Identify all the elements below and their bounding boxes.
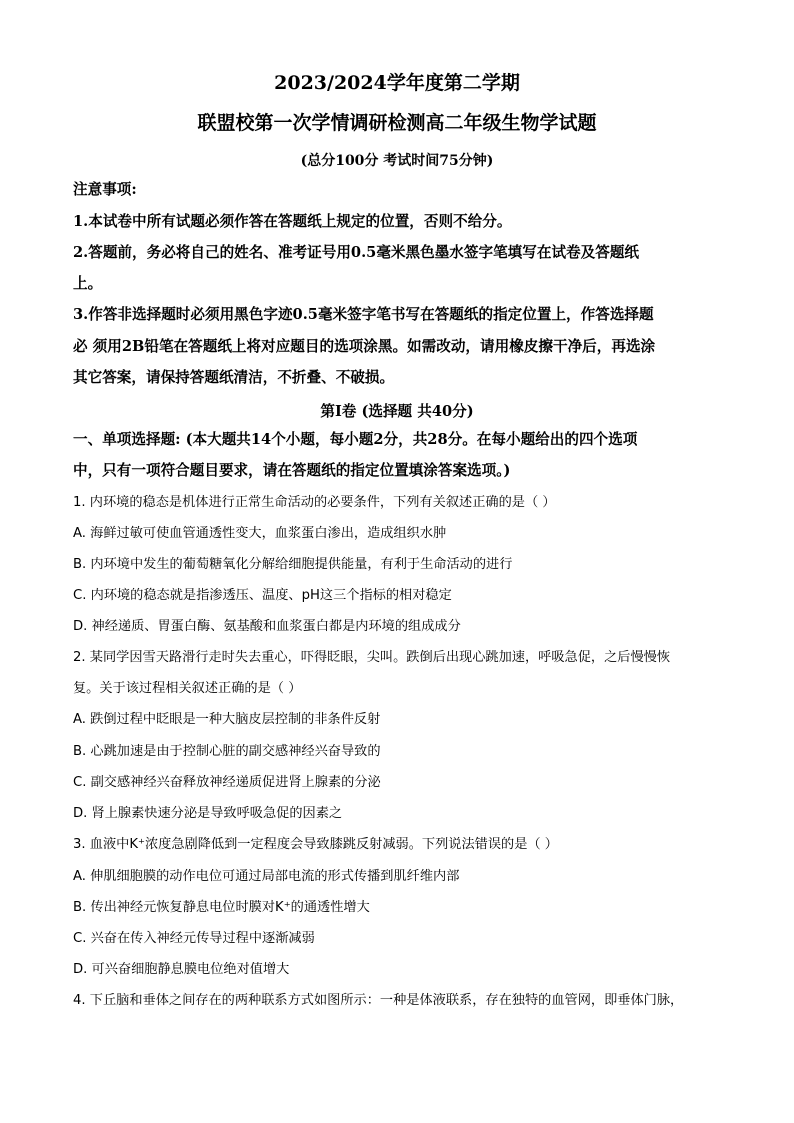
part-heading-line-2: 中，只有一项符合题目要求，请在答题纸的指定位置填涂答案选项。)	[73, 462, 511, 479]
question-2-stem-line-1: 2. 某同学因雪天路滑行走时失去重心，吓得眨眼，尖叫。跌倒后出现心跳加速，呼吸急促，之后慢慢恢	[73, 650, 671, 665]
question-2-stem-line-2: 复。关于该过程相关叙述正确的是（ ）	[73, 681, 302, 696]
question-3-option-c: C. 兴奋在传入神经元传导过程中逐渐减弱	[73, 931, 315, 946]
question-3-stem: 3. 血液中K⁺浓度急剧降低到一定程度会导致膝跳反射减弱。下列说法错误的是（ ）	[73, 837, 558, 852]
section-heading: 第Ⅰ卷 (选择题 共40分)	[320, 403, 474, 420]
question-3-option-b: B. 传出神经元恢复静息电位时膜对K⁺的通透性增大	[73, 900, 370, 915]
notice-item-3-line-3: 其它答案，请保持答题纸清洁，不折叠、不破损。	[73, 369, 395, 386]
question-2-option-c: C. 副交感神经兴奋释放神经递质促进肾上腺素的分泌	[73, 775, 381, 790]
question-3-option-a: A. 伸肌细胞膜的动作电位可通过局部电流的形式传播到肌纤维内部	[73, 869, 460, 884]
exam-term-title: 2023/2024学年度第二学期	[274, 72, 520, 94]
notice-heading: 注意事项:	[73, 181, 137, 198]
question-3-option-d: D. 可兴奋细胞静息膜电位绝对值增大	[73, 962, 290, 977]
question-1-option-c: C. 内环境的稳态就是指渗透压、温度、pH这三个指标的相对稳定	[73, 588, 452, 603]
question-4-stem-line-1: 4. 下丘脑和垂体之间存在的两种联系方式如图所示：一种是体液联系，存在独特的血管网，即垂体门脉，	[73, 993, 684, 1008]
exam-subtitle: (总分100分 考试时间75分钟)	[300, 153, 494, 169]
question-1-stem: 1. 内环境的稳态是机体进行正常生命活动的必要条件，下列有关叙述正确的是（ ）	[73, 495, 556, 510]
notice-item-2-line-2: 上。	[73, 275, 103, 292]
question-2-option-a: A. 跌倒过程中眨眼是一种大脑皮层控制的非条件反射	[73, 712, 381, 727]
notice-item-1: 1.本试卷中所有试题必须作答在答题纸上规定的位置，否则不给分。	[73, 213, 512, 230]
notice-item-3-line-2: 必 须用2B铅笔在答题纸上将对应题目的选项涂黑。如需改动，请用橡皮擦干净后，再选涂	[73, 338, 656, 355]
part-heading-line-1: 一、单项选择题: (本大题共14个小题，每小题2分，共28分。在每小题给出的四个选项	[73, 431, 638, 448]
question-1-option-b: B. 内环境中发生的葡萄糖氧化分解给细胞提供能量，有利于生命活动的进行	[73, 557, 513, 572]
question-2-option-b: B. 心跳加速是由于控制心脏的副交感神经兴奋导致的	[73, 744, 381, 759]
notice-item-2-line-1: 2.答题前，务必将自己的姓名、准考证号用0.5毫米黑色墨水签字笔填写在试卷及答题纸	[73, 244, 640, 261]
question-1-option-d: D. 神经递质、胃蛋白酶、氨基酸和血浆蛋白都是内环境的组成成分	[73, 619, 461, 634]
question-1-option-a: A. 海鲜过敏可使血管通透性变大，血浆蛋白渗出，造成组织水肿	[73, 526, 447, 541]
notice-item-3-line-1: 3.作答非选择题时必须用黑色字迹0.5毫米签字笔书写在答题纸的指定位置上，作答选择题	[73, 306, 654, 323]
question-2-option-d: D. 肾上腺素快速分泌是导致呼吸急促的因素之	[73, 806, 343, 821]
exam-title: 联盟校第一次学情调研检测高二年级生物学试题	[197, 112, 597, 134]
